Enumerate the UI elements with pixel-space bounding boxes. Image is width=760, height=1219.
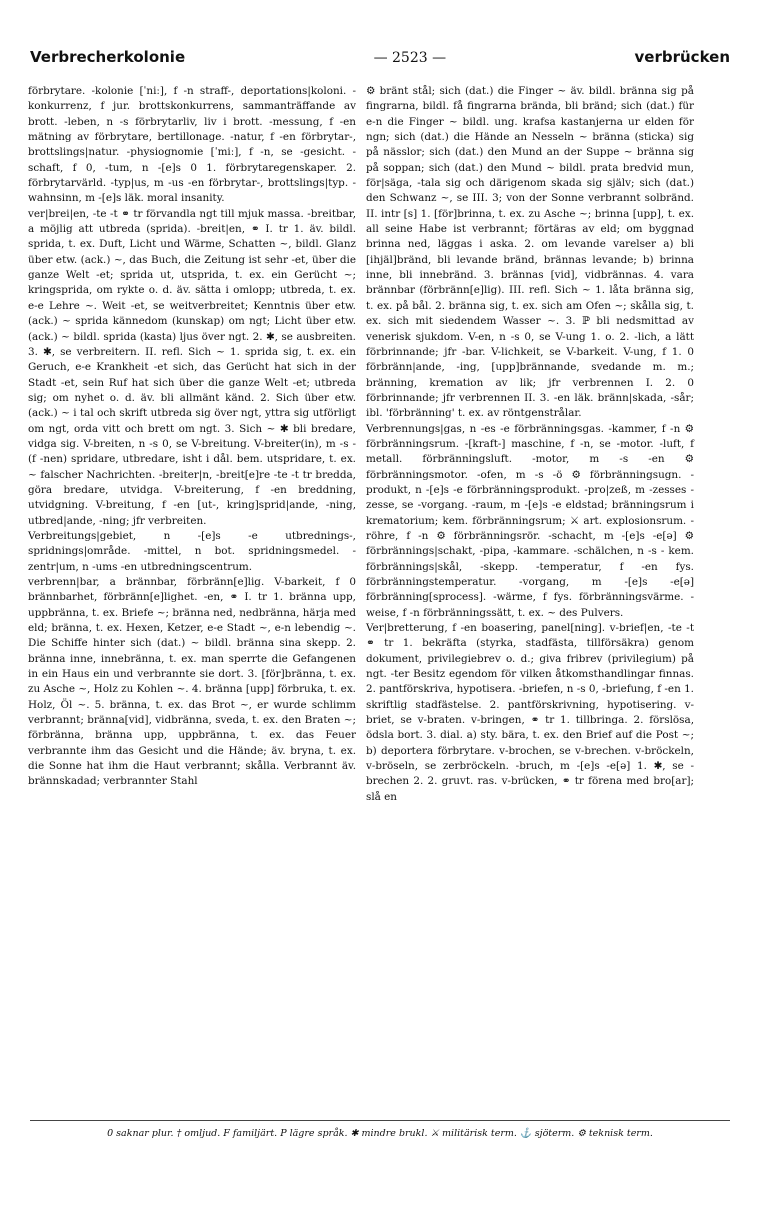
footer-divider	[30, 1120, 730, 1121]
header-last-word: verbrücken	[634, 48, 730, 66]
entry-verbrennungsgas: Verbrennungs|gas, n -es -e förbränningsgas. -kammer, f -n ⚙ förbränningsrum. -[kraft-] maschine, f -n, se -motor. -luft, f metall. förbränningsluft. -motor, m -s -en ⚙ förbränningsmotor. -ofen, m -s -ö ⚙ förbränningsugn. -produkt, n -[e]s -e förbränningsprodukt. -pro|zeß, m -zesses -zesse, se -vorgang. -raum, m -[e]s -e eldstad; bränningsrum i krematorium; kem. förbränningsrum; ⚔ art. explosionsrum. -röhre, f -n ⚙ förbränningsrör. -schacht, m -[e]s -e[ǝ] ⚙ förbrännings|schakt, -pipa, -kammare. -schälchen, n -s - kem. förbrännings|skål, -skepp. -temperatur, f -en fys. förbränningstemperatur. -vorgang, m -[e]s -e[ǝ] förbränning[sprocess]. -wärme, f fys. förbränningsvärme. -weise, f -n förbränningssätt, t. ex. ~ des Pulvers.	[366, 422, 694, 619]
entry-verbrecher-compounds: förbrytare. -kolonie [ˈniː], f -n straff-, deportations|koloni. -konkurrenz, f jur. brottskonkurrens, sammanträffande av brott. -leben, n -s förbrytarliv, liv i brott. -messung, f -en mätning av förbrytare, bertillonage. -natur, f -en förbrytar-, brottslings|natur. -physiognomie [ˈmiː], f -n, se -gesicht. -schaft, f 0, -tum, n -[e]s 0 1. förbrytaregenskaper. 2. förbrytarvärld. -typ|us, m -us -en förbrytar-, brottslings|typ. -wahnsinn, m -[e]s läk. moral insanity.	[28, 85, 356, 205]
entry-verbrennen-continued: ⚙ bränt stål; sich (dat.) die Finger ~ äv. bildl. bränna sig på fingrarna, bildl. få fingrarna brända, bli bränd; sich (dat.) für e-n die Finger ~ bildl. ung. krafsa kastanjerna ur elden för ngn; sich (dat.) die Hände an Nesseln ~ bränna (sticka) sig på nässlor; sich (dat.) den Mund an der Suppe ~ bränna sig på soppan; sich (dat.) den Mund ~ bildl. prata bredvid mun, för|säga, -tala sig och därigenom skada sig själv; sich (dat.) den Schwanz ~, se III. 3; von der Sonne verbrannt solbränd. II. intr [s] 1. [för]brinna, t. ex. zu Asche ~; brinna [upp], t. ex. all seine Habe ist verbrannt; förtäras av eld; om byggnad brinna ned, läggas i aska. 2. om levande varelser a) bli [ihjäl]bränd, bli levande bränd, brännas levande; b) brinna inne, bli innebränd. 3. brännas [vid], vidbrännas. 4. vara brännbar (förbränn[e]lig). III. refl. Sich ~ 1. låta bränna sig, t. ex. på bål. 2. bränna sig, t. ex. sich am Ofen ~; skålla sig, t. ex. sich mit siedendem Wasser ~. 3. ℙ bli nedsmittad av venerisk sjukdom. V-en, n -s 0, se V-ung 1. o. 2. -lich, a lätt förbrinnande; jfr -bar. V-lichkeit, se V-barkeit. V-ung, f 1. 0 förbränn|ande, -ing, [upp]brännande, svedande m. m.; bränning, kremation av lik; jfr verbrennen I. 2. 0 förbrinnande; jfr verbrennen II. 3. -en läk. bränn|skada, -sår; ibl. 'förbränning' t. ex. av röntgenstrålar.	[366, 85, 694, 420]
entry-verbretterung: Ver|bretterung, f -en boasering, panel[ning]. v-brief|en, -te -t ⚭ tr 1. bekräfta (styrka, stadfästa, tillförsäkra) genom dokument, privilegiebrev o. d.; giva fribrev (privilegium) på ngt. -ter Besitz egendom för vilken åtkomsthandlingar finnas. 2. pantförskriva, hypotisera. -briefen, n -s 0, -briefung, f -en 1. skriftlig stadfästelse. 2. pantförskrivning, hypotisering. v-briet, se v-braten. v-bringen, ⚭ tr 1. tillbringa. 2. förslösa, ödsla bort. 3. dial. a) sty. bära, t. ex. den Brief auf die Post ~; b) deportera förbrytare. v-brochen, se v-brechen. v-bröckeln, v-bröseln, se zerbröckeln. -bruch, m -[e]s -e[ǝ] 1. ✱, se -brechen 2. 2. gruvt. ras. v-brücken, ⚭ tr förena med bro[ar]; slå en	[366, 622, 694, 803]
abbreviation-legend: 0 saknar plur. † omljud. F familjärt. P lägre språk. ✱ mindre brukl. ⚔ militärisk term. ⚓ sjöterm. ⚙ teknisk term.	[107, 1128, 653, 1139]
left-column	[28, 84, 356, 790]
entry-verbrennbar: verbrenn|bar, a brännbar, förbränn[e]lig. V-barkeit, f 0 brännbarhet, förbränn[e]lighet. -en, ⚭ I. tr 1. bränna upp, uppbränna, t. ex. Briefe ~; bränna ned, nedbränna, härja med eld; bränna, t. ex. Hexen, Ketzer, e-e Stadt ~, e-n lebendig ~. Die Schiffe hinter sich (dat.) ~ bildl. bränna sina skepp. 2. bränna inne, innebränna, t. ex. man sperrte die Gefangenen in ein Haus ein und verbrannte sie dort. 3. [för]bränna, t. ex. zu Asche ~, Holz zu Kohlen ~. 4. bränna [upp] förbruka, t. ex. Holz, Öl ~. 5. bränna, t. ex. das Brot ~, er wurde schlimm verbrannt; bränna[vid], vidbränna, sveda, t. ex. den Braten ~; förbränna, bränna upp, uppbränna, t. ex. das Feuer verbrannte ihm das Gesicht und die Hände; äv. bryna, t. ex. die Sonne hat ihm die Haut verbrannt; skålla. Verbrannt äv. brännskadad; verbrannter Stahl	[28, 576, 356, 788]
page-number: — 2523 —	[373, 50, 447, 66]
entry-verbreitungsgebiet: Verbreitungs|gebiet, n -[e]s -e utbrednings-, spridnings|område. -mittel, n bot. spridningsmedel. -zentr|um, n -ums -en utbredningscentrum.	[28, 529, 356, 573]
header-first-word: Verbrecherkolonie	[30, 48, 186, 66]
page-header	[30, 48, 730, 72]
entry-verbreien-verbreiten: ver|brei|en, -te -t ⚭ tr förvandla ngt till mjuk massa. -breitbar, a möjlig att utbreda (sprida). -breit|en, ⚭ I. tr 1. äv. bildl. sprida, t. ex. Duft, Licht und Wärme, Schatten ~, bildl. Glanz über etw. (ack.) ~, das Buch, die Zeitung ist sehr -et, über die ganze Welt -et; sprida ut, utsprida, t. ex. ein Gerücht ~; kringsprida, om rykte o. d. äv. sätta i omlopp; utbreda, t. ex. e-e Lehre ~. Weit -et, se weitverbreitet; Kenntnis über etw. (ack.) ~ sprida kännedom (kunskap) om ngt; Licht über etw. (ack.) ~ bildl. sprida (kasta) ljus över ngt. 2. ✱, se ausbreiten. 3. ✱, se verbreitern. II. refl. Sich ~ 1. sprida sig, t. ex. ein Geruch, e-e Krankheit -et sich, das Gerücht hat sich in der Stadt -et, sein Ruf hat sich über die ganze Welt -et; utbreda sig; om nyhet o. d. äv. bli allmänt känd. 2. Sich über etw. (ack.) ~ i tal och skrift utbreda sig över ngt, yttra sig utförligt om ngt, orda vitt och brett om ngt. 3. Sich ~ ✱ bli bredare, vidga sig. V-breiten, n -s 0, se V-breitung. V-breiter(in), m -s - (f -nen) spridare, utbredare, isht i dål. bem. utspridare, t. ex. ~ falscher Nachrichten. -breiter|n, -breit[e]re -te -t tr bredda, göra bredare, utvidga. V-breiterung, f -en breddning, utvidgning. V-breitung, f -en [ut-, kring]sprid|ande, -ning, utbred|ande, -ning; jfr verbreiten.	[28, 207, 356, 527]
right-column	[366, 84, 694, 805]
